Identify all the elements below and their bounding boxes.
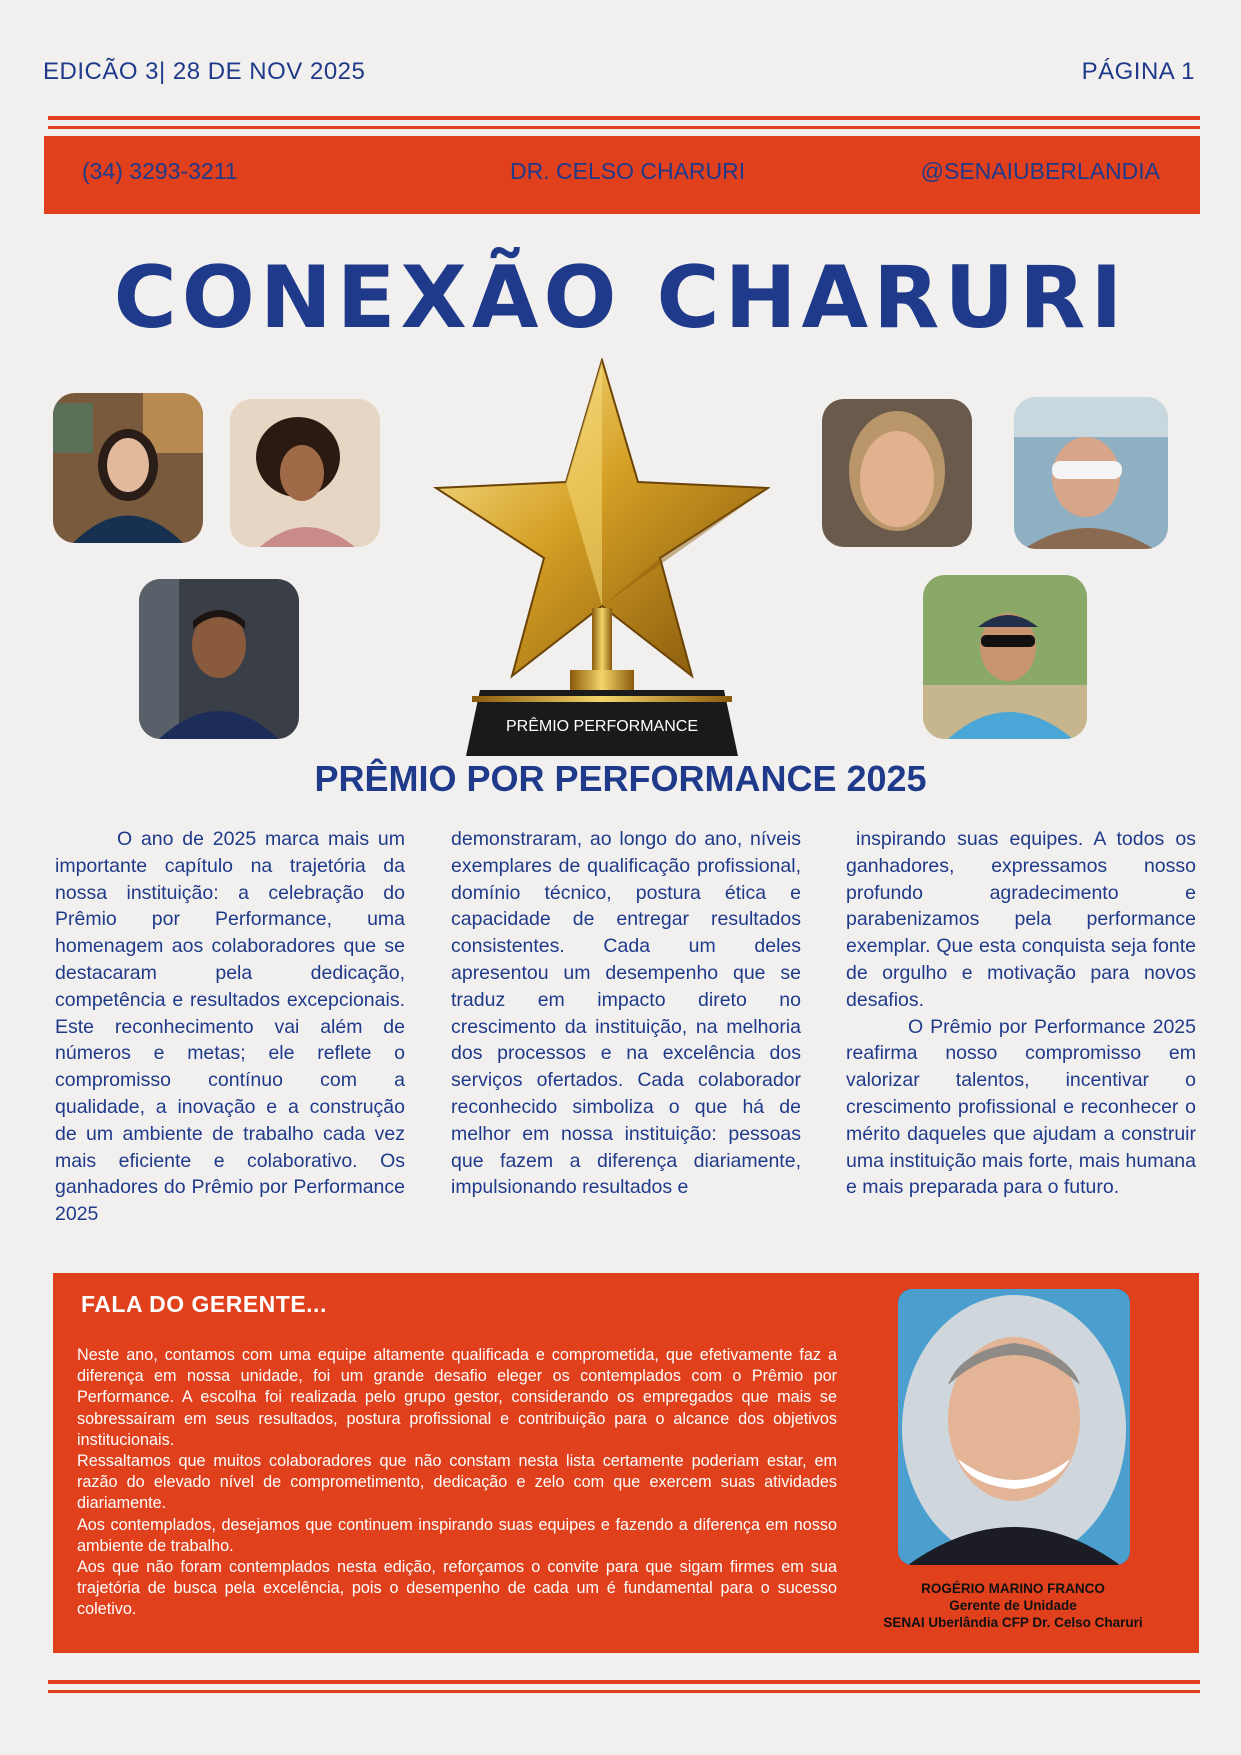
- article-paragraph: inspirando suas equipes. A todos os ganhadores, expressamos nosso profundo agradecimento e parabenizamos pela performance exemplar. Que esta conquista seja fonte de orgulho e motivação para novos desafios.: [846, 828, 1196, 1011]
- winner-photo: [230, 399, 380, 547]
- manager-section-title: FALA DO GERENTE...: [81, 1291, 327, 1317]
- trophy-plaque: PRÊMIO PERFORMANCE: [505, 718, 698, 735]
- winner-photo: [822, 399, 972, 547]
- manager-paragraph: Ressaltamos que muitos colaboradores que não constam nesta lista certamente poderiam estar, em razão do elevado nível de comprometimento, dedicação e zelo com que exercem suas atividades diariamente.: [77, 1452, 837, 1513]
- manager-photo: [898, 1289, 1130, 1565]
- manager-organization: SENAI Uberlândia CFP Dr. Celso Charuri: [883, 1615, 1143, 1630]
- article-column-1: [55, 826, 405, 1228]
- manager-paragraph: Neste ano, contamos com uma equipe altamente qualificada e comprometida, que efetivamente faz a diferença em nossa unidade, foi um grande desafio eleger os contemplados com o Prêmio por Performance. A escolha foi realizada pelo grupo gestor, considerando os empregados que mais se sobressaíram em seus resultados, postura profissional e contribuição para o alcance dos objetivos institucionais.: [77, 1346, 837, 1449]
- divider-rule: [48, 126, 1200, 129]
- winner-photo: [1014, 397, 1168, 549]
- manager-caption: [853, 1580, 1173, 1631]
- manager-name: ROGÉRIO MARINO FRANCO: [921, 1581, 1105, 1596]
- social-handle: @SENAIUBERLANDIA: [920, 158, 1160, 184]
- article-paragraph: O Prêmio por Performance 2025 reafirma nosso compromisso em valorizar talentos, incentivar o crescimento profissional e reconhecer o mérito daqueles que ajudam a construir uma instituição mais forte, mais humana e mais preparada para o futuro.: [846, 1015, 1196, 1199]
- winner-photo: [923, 575, 1087, 739]
- divider-rule: [48, 1690, 1200, 1693]
- manager-role: Gerente de Unidade: [949, 1598, 1077, 1613]
- article-paragraph: O ano de 2025 marca mais um importante capítulo na trajetória da nossa instituição: a celebração do Prêmio por Performance, uma homenagem aos colaboradores que se destacaram pela dedicação, competência e resultados excepcionais. Este reconhecimento vai além de números e metas; ele reflete o compromisso contínuo com a qualidade, a inovação e a construção de um ambiente de trabalho cada vez mais eficiente e colaborativo. Os ganhadores do Prêmio por Performance 2025: [55, 828, 405, 1226]
- manager-message: [77, 1345, 837, 1621]
- phone-number: (34) 3293-3211: [82, 158, 238, 184]
- winner-photo: [139, 579, 299, 739]
- article-column-3: [846, 826, 1196, 1201]
- article-headline: PRÊMIO POR PERFORMANCE 2025: [314, 758, 927, 799]
- divider-rule: [48, 1680, 1200, 1684]
- divider-rule: [48, 116, 1200, 120]
- manager-paragraph: Aos que não foram contemplados nesta edição, reforçamos o convite para que sigam firmes em sua trajetória de busca pela excelência, pois o desempenho de cada um é fundamental para o sucesso coletivo.: [77, 1558, 837, 1619]
- winner-photo: [53, 393, 203, 543]
- unit-name: DR. CELSO CHARURI: [510, 158, 746, 184]
- contact-banner: [44, 136, 1200, 214]
- manager-paragraph: Aos contemplados, desejamos que continuem inspirando suas equipes e fazendo a diferença em nosso ambiente de trabalho.: [77, 1515, 837, 1555]
- trophy-star: [430, 358, 770, 758]
- article-paragraph: demonstraram, ao longo do ano, níveis exemplares de qualificação profissional, domínio técnico, postura ética e capacidade de entregar resultados consistentes. Cada um deles apresentou um desempenho que se traduz em impacto direto no crescimento da instituição, na melhoria dos processos e na excelência dos serviços ofertados. Cada colaborador reconhecido simboliza o que há de melhor em nossa instituição: pessoas que fazem a diferença diariamente, impulsionando resultados e: [451, 828, 801, 1199]
- article-column-2: [451, 826, 801, 1201]
- edition-label: EDICÃO 3| 28 DE NOV 2025: [43, 58, 366, 85]
- masthead-title: CONEXÃO CHARURI: [113, 248, 1128, 348]
- manager-section: [53, 1273, 1199, 1653]
- page-number: PÁGINA 1: [1081, 58, 1195, 85]
